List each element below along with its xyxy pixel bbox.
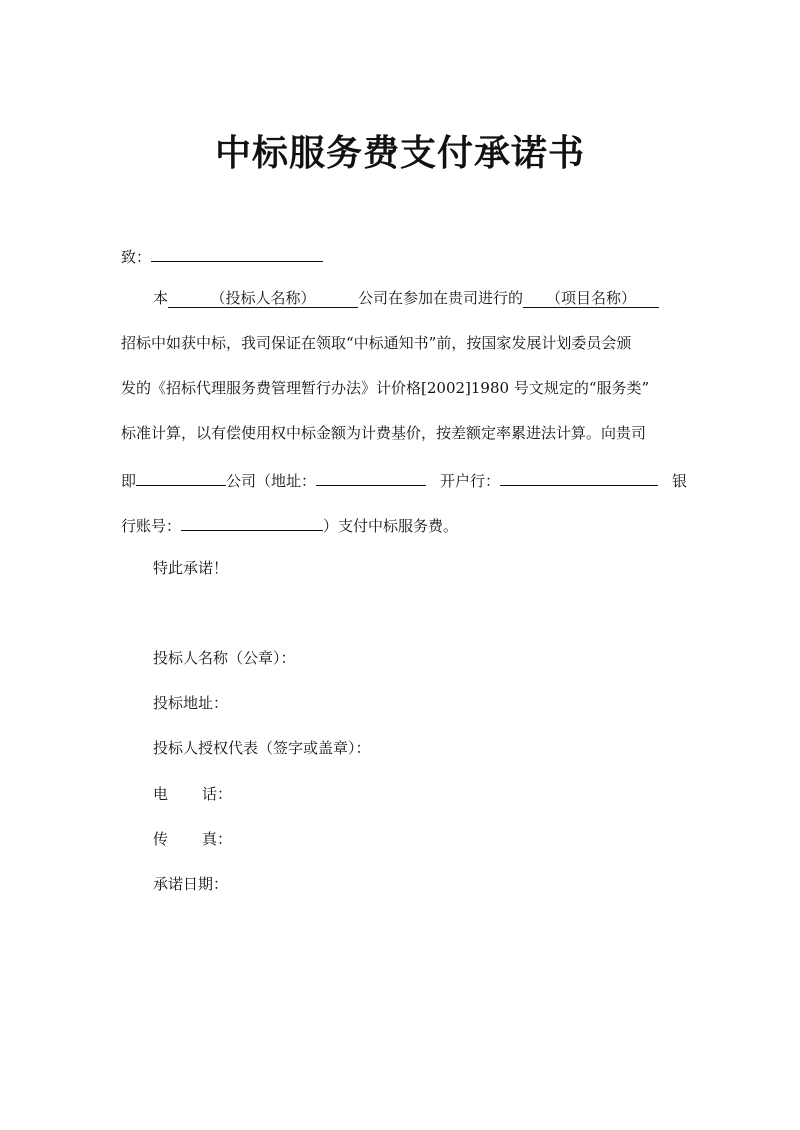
company-blank <box>136 467 226 486</box>
addressee-line <box>121 243 681 268</box>
phone-label-b: 话： <box>202 785 233 803</box>
company-label: 公司（地址： <box>226 472 317 490</box>
project-name-blank <box>523 289 659 308</box>
closing-statement: 特此承诺！ <box>153 559 229 577</box>
addressee-blank <box>151 243 323 262</box>
signature-date: 承诺日期： <box>153 875 229 893</box>
fax-label-b: 真： <box>202 830 233 848</box>
signature-bidder-name: 投标人名称（公章）： <box>153 649 296 667</box>
account-label: 行账号： <box>121 517 182 535</box>
paragraph-line-3: 发的《招标代理服务费管理暂行办法》计价格[2002]1980 号文规定的“服务类” <box>121 379 650 397</box>
para1-prefix: 本 <box>153 289 169 307</box>
para1-line6-suffix: ）支付中标服务费。 <box>323 517 459 535</box>
bidder-name-blank <box>168 289 358 308</box>
paragraph-line-4: 标准计算，以有偿使用权中标金额为计费基价，按差额定率累进法计算。向贵司 <box>121 424 647 442</box>
bank-label: 开户行： <box>440 472 501 490</box>
fax-label-a: 传 <box>153 830 169 848</box>
phone-label-a: 电 <box>153 785 169 803</box>
paragraph-line-2: 招标中如获中标，我司保证在领取“中标通知书”前，按国家发展计划委员会颁 <box>121 334 632 352</box>
para1-line5-suffix: 银 <box>672 472 688 490</box>
paragraph-line-1 <box>153 287 693 309</box>
document-title: 中标服务费支付承诺书 <box>214 132 585 174</box>
bidder-placeholder: （投标人名称） <box>210 289 316 307</box>
signature-fax <box>153 828 232 850</box>
para1-line5-prefix: 即 <box>121 472 137 490</box>
para1-mid: 公司在参加在贵司进行的 <box>358 289 524 307</box>
to-label: 致： <box>121 248 152 266</box>
paragraph-line-5 <box>121 467 688 492</box>
signature-phone <box>153 783 232 805</box>
project-placeholder: （项目名称） <box>546 289 637 307</box>
signature-bidder-address: 投标地址： <box>153 694 229 712</box>
signature-authorized-rep: 投标人授权代表（签字或盖章）： <box>153 739 371 757</box>
paragraph-line-6 <box>121 512 681 537</box>
address-blank <box>316 467 426 486</box>
account-blank <box>181 512 323 531</box>
bank-blank <box>500 467 658 486</box>
